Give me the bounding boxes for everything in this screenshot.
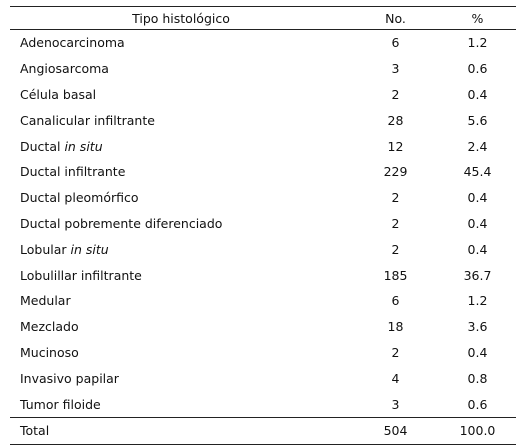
- row-count: 2: [391, 190, 400, 206]
- row-percent: 0.4: [467, 215, 488, 231]
- row-count: 18: [387, 319, 404, 335]
- table-row: [10, 185, 516, 211]
- row-percent: 5.6: [467, 112, 488, 128]
- row-count: 3: [391, 396, 400, 412]
- row-label: [10, 365, 352, 391]
- row-label-italic: in situ: [70, 241, 109, 257]
- row-percent: 0.6: [467, 396, 488, 412]
- row-count: 28: [387, 112, 404, 128]
- table-row: [10, 107, 516, 133]
- table-header: [10, 7, 516, 30]
- row-label: [10, 30, 352, 56]
- table-body: [10, 30, 516, 445]
- row-label: [10, 340, 352, 366]
- total-label: Total: [10, 417, 352, 444]
- table-row: [10, 211, 516, 237]
- row-label-text: Lobulillar infiltrante: [20, 267, 142, 283]
- table-row: [10, 340, 516, 366]
- row-percent: 0.4: [467, 86, 488, 102]
- total-count: 504: [352, 417, 439, 444]
- row-label-text: Canalicular infiltrante: [20, 112, 155, 128]
- total-row: [10, 417, 516, 444]
- table-row: [10, 314, 516, 340]
- table-row: [10, 365, 516, 391]
- row-label: [10, 82, 352, 108]
- row-label: [10, 262, 352, 288]
- row-label-text: Célula basal: [20, 86, 97, 102]
- row-percent: 0.4: [467, 190, 488, 206]
- header-count: No.: [352, 7, 439, 30]
- row-label-italic: in situ: [64, 138, 103, 154]
- row-label-text: Ductal pleomórfico: [20, 190, 139, 206]
- row-label: [10, 107, 352, 133]
- row-label-text: Ductal pobremente diferenciado: [20, 215, 223, 231]
- row-percent: 2.4: [467, 138, 488, 154]
- row-percent: 45.4: [463, 164, 492, 180]
- table-row: [10, 262, 516, 288]
- row-label: [10, 185, 352, 211]
- row-label-text: Ductal infiltrante: [20, 164, 126, 180]
- row-count: 6: [391, 293, 400, 309]
- row-count: 229: [383, 164, 408, 180]
- row-percent: 0.8: [467, 370, 488, 386]
- row-label: [10, 133, 352, 159]
- row-count: 185: [383, 267, 408, 283]
- row-percent: 1.2: [467, 293, 488, 309]
- row-label: [10, 391, 352, 417]
- row-label-text: Angiosarcoma: [20, 61, 109, 77]
- row-count: 2: [391, 344, 400, 360]
- row-percent: 36.7: [463, 267, 492, 283]
- row-label-text: Tumor filoide: [20, 396, 101, 412]
- histology-table: [10, 6, 516, 445]
- table-row: [10, 30, 516, 56]
- row-count: 12: [387, 138, 404, 154]
- row-percent: 0.4: [467, 241, 488, 257]
- total-percent: 100.0: [439, 417, 516, 444]
- header-row: [10, 7, 516, 30]
- row-label: [10, 211, 352, 237]
- row-label-text: Mezclado: [20, 319, 79, 335]
- row-label: [10, 56, 352, 82]
- row-label-text: Lobular: [20, 241, 71, 257]
- table-row: [10, 82, 516, 108]
- row-label: [10, 159, 352, 185]
- row-label-text: Adenocarcinoma: [20, 35, 125, 51]
- row-percent: 3.6: [467, 319, 488, 335]
- row-count: 4: [391, 370, 400, 386]
- table-row: [10, 236, 516, 262]
- row-percent: 0.6: [467, 61, 488, 77]
- row-percent: 1.2: [467, 35, 488, 51]
- row-label: [10, 288, 352, 314]
- row-label-text: Invasivo papilar: [20, 370, 119, 386]
- table-row: [10, 159, 516, 185]
- row-count: 6: [391, 35, 400, 51]
- row-label: [10, 314, 352, 340]
- header-percent: %: [439, 7, 516, 30]
- table-row: [10, 133, 516, 159]
- row-count: 2: [391, 215, 400, 231]
- row-count: 2: [391, 86, 400, 102]
- row-count: 2: [391, 241, 400, 257]
- header-type: Tipo histológico: [10, 7, 352, 30]
- table-row: [10, 56, 516, 82]
- row-label-text: Ductal: [20, 138, 65, 154]
- row-percent: 0.4: [467, 344, 488, 360]
- row-count: 3: [391, 61, 400, 77]
- row-label-text: Medular: [20, 293, 71, 309]
- row-label-text: Mucinoso: [20, 344, 79, 360]
- row-label: [10, 236, 352, 262]
- table-row: [10, 288, 516, 314]
- table-row: [10, 391, 516, 417]
